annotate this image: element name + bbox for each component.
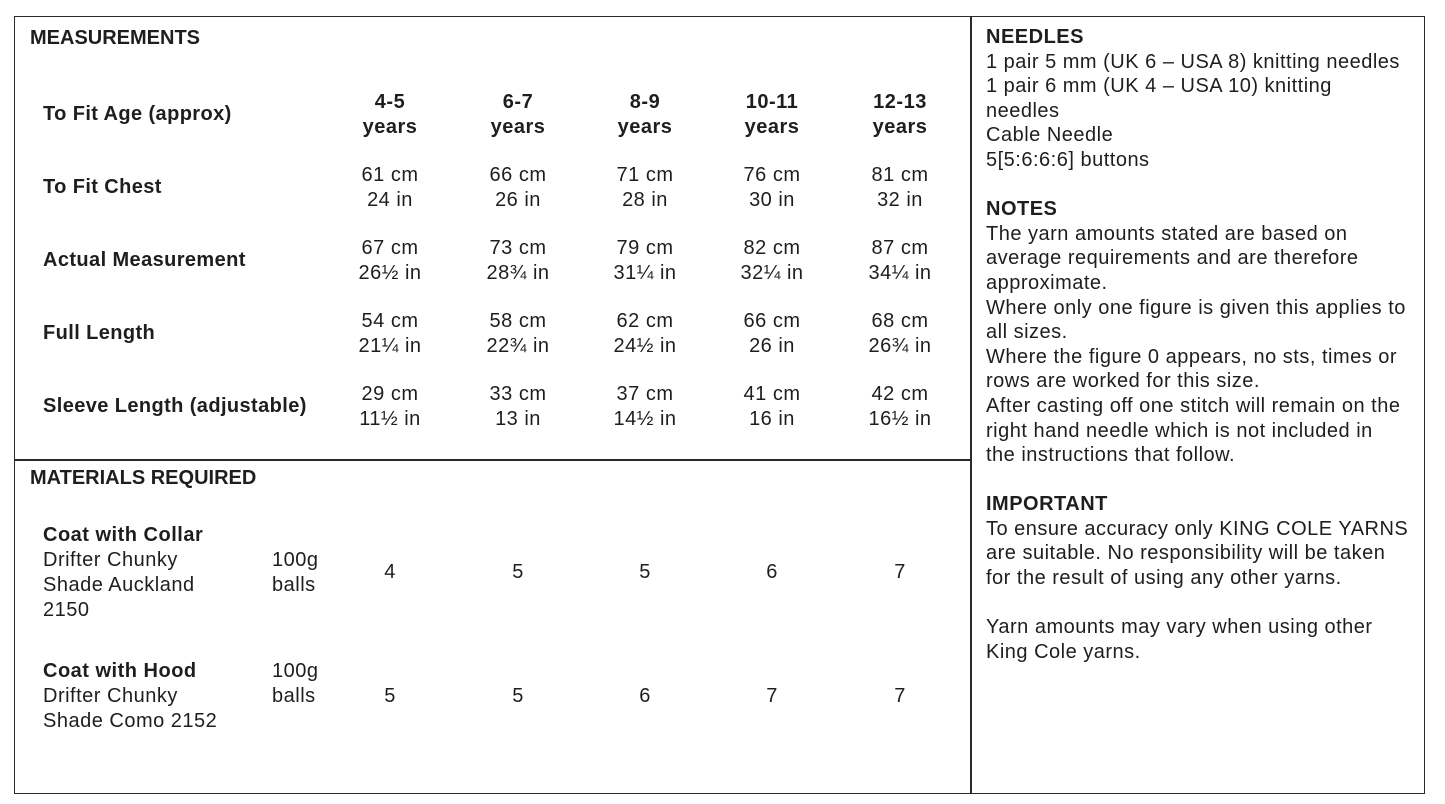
material-quantity: 7: [766, 685, 778, 707]
measurement-cell: [580, 382, 710, 432]
material-item: [43, 523, 203, 623]
measurement-cell: [580, 163, 710, 213]
measurement-value: 26¾ in: [868, 335, 932, 357]
notes-line: all sizes.: [986, 321, 1068, 344]
measurement-cell: [325, 163, 455, 213]
material-quantity: 5: [384, 685, 396, 707]
measurement-value: 29 cm: [361, 383, 419, 405]
measurement-cell: [325, 382, 455, 432]
measurement-value: 16½ in: [868, 408, 932, 430]
measurement-label: To Fit Chest: [43, 176, 162, 198]
measurement-label: Sleeve Length (adjustable): [43, 395, 307, 417]
measurement-value: 30 in: [749, 189, 795, 211]
measurement-label: Full Length: [43, 322, 156, 344]
measurement-cell: [707, 236, 837, 286]
material-detail: 2150: [43, 599, 90, 621]
needles-line: 1 pair 5 mm (UK 6 – USA 8) knitting needles: [986, 50, 1400, 73]
material-quantity: 6: [766, 561, 778, 583]
measurement-value: 13 in: [495, 408, 541, 430]
measurement-cell: [453, 236, 583, 286]
notes-line: the instructions that follow.: [986, 444, 1236, 467]
measurement-value: 24 in: [367, 189, 413, 211]
measurement-value: 31¼ in: [613, 262, 677, 284]
unit-text: 100g: [272, 660, 319, 682]
measurement-value: 66 cm: [743, 310, 801, 332]
measurement-label: To Fit Age (approx): [43, 103, 232, 125]
measurement-cell: [325, 236, 455, 286]
measurement-value: 87 cm: [871, 237, 929, 259]
measurement-cell: [580, 236, 710, 286]
measurement-cell: [835, 163, 965, 213]
measurement-value: 32¼ in: [740, 262, 804, 284]
measurement-value: 26 in: [749, 335, 795, 357]
measurement-cell: [325, 309, 455, 359]
material-unit: [272, 548, 319, 598]
measurements-title: MEASUREMENTS: [30, 27, 201, 49]
measurement-value: 26½ in: [358, 262, 422, 284]
needles-line: needles: [986, 99, 1060, 122]
measurement-cell: [707, 163, 837, 213]
material-quantity: 7: [894, 685, 906, 707]
measurement-value: years: [617, 116, 673, 138]
measurement-cell: [580, 90, 710, 140]
material-detail: Shade Como 2152: [43, 710, 218, 732]
needles-heading: NEEDLES: [986, 26, 1084, 48]
important-line: for the result of using any other yarns.: [986, 567, 1342, 590]
measurement-value: 68 cm: [871, 310, 929, 332]
measurement-value: 67 cm: [361, 237, 419, 259]
notes-heading: NOTES: [986, 198, 1058, 221]
important-line: are suitable. No responsibility will be taken: [986, 542, 1386, 565]
measurement-value: 4-5: [374, 91, 406, 113]
measurement-value: 82 cm: [743, 237, 801, 259]
material-quantity: 5: [512, 685, 524, 707]
measurement-value: 14½ in: [613, 408, 677, 430]
measurement-value: 24½ in: [613, 335, 677, 357]
measurement-cell: [835, 90, 965, 140]
measurement-cell: [453, 309, 583, 359]
measurement-cell: [453, 163, 583, 213]
unit-text: 100g: [272, 549, 319, 571]
important-line: King Cole yarns.: [986, 640, 1141, 663]
measurement-value: 32 in: [877, 189, 923, 211]
spacer: [986, 468, 1420, 493]
material-name: Coat with Collar: [43, 524, 204, 546]
measurement-value: years: [872, 116, 928, 138]
material-detail: Shade Auckland: [43, 574, 195, 596]
spacer: [986, 591, 1420, 616]
measurement-cell: [835, 382, 965, 432]
measurement-value: 71 cm: [616, 164, 674, 186]
notes-line: approximate.: [986, 271, 1108, 294]
material-quantity: 6: [639, 685, 651, 707]
measurement-value: 42 cm: [871, 383, 929, 405]
info-column: [986, 25, 1420, 664]
measurement-cell: [835, 236, 965, 286]
measurement-value: years: [490, 116, 546, 138]
needles-line: 1 pair 6 mm (UK 4 – USA 10) knitting: [986, 75, 1332, 98]
measurement-value: years: [362, 116, 418, 138]
measurement-cell: [453, 90, 583, 140]
measurement-value: 58 cm: [489, 310, 547, 332]
measurement-value: 16 in: [749, 408, 795, 430]
important-heading: IMPORTANT: [986, 493, 1108, 516]
important-line: Yarn amounts may vary when using other: [986, 616, 1373, 639]
needles-line: 5[5:6:6:6] buttons: [986, 148, 1150, 171]
measurement-value: 41 cm: [743, 383, 801, 405]
spacer: [986, 173, 1420, 198]
material-quantity: 5: [512, 561, 524, 583]
material-quantity: 7: [894, 561, 906, 583]
material-quantity: 5: [639, 561, 651, 583]
measurement-value: years: [744, 116, 800, 138]
measurement-value: 54 cm: [361, 310, 419, 332]
measurement-value: 10-11: [745, 91, 799, 113]
measurement-cell: [707, 309, 837, 359]
measurement-value: 21¼ in: [358, 335, 422, 357]
measurement-cell: [580, 309, 710, 359]
material-quantity: 4: [384, 561, 396, 583]
unit-text: balls: [272, 574, 316, 596]
material-detail: Drifter Chunky: [43, 685, 178, 707]
measurement-cell: [835, 309, 965, 359]
measurement-value: 28 in: [622, 189, 668, 211]
material-unit: [272, 659, 319, 709]
material-item: [43, 659, 217, 734]
needles-line: Cable Needle: [986, 124, 1114, 147]
measurement-value: 6-7: [502, 91, 534, 113]
measurement-value: 28¾ in: [486, 262, 550, 284]
material-name: Coat with Hood: [43, 660, 197, 682]
measurement-value: 26 in: [495, 189, 541, 211]
measurement-value: 33 cm: [489, 383, 547, 405]
measurement-cell: [453, 382, 583, 432]
measurement-label: Actual Measurement: [43, 249, 246, 271]
notes-line: After casting off one stitch will remain on the: [986, 394, 1401, 417]
notes-line: rows are worked for this size.: [986, 370, 1260, 393]
material-detail: Drifter Chunky: [43, 549, 178, 571]
notes-line: Where only one figure is given this applies to: [986, 296, 1406, 319]
notes-line: right hand needle which is not included in: [986, 419, 1373, 442]
measurement-cell: [707, 90, 837, 140]
notes-line: The yarn amounts stated are based on: [986, 222, 1348, 245]
measurement-value: 73 cm: [489, 237, 547, 259]
measurement-cell: [707, 382, 837, 432]
measurement-value: 8-9: [629, 91, 661, 113]
measurement-value: 37 cm: [616, 383, 674, 405]
measurement-cell: [325, 90, 455, 140]
measurement-value: 12-13: [873, 91, 927, 113]
notes-line: Where the figure 0 appears, no sts, times or: [986, 345, 1398, 368]
unit-text: balls: [272, 685, 316, 707]
measurement-value: 81 cm: [871, 164, 929, 186]
measurement-value: 34¼ in: [868, 262, 932, 284]
measurement-value: 22¾ in: [486, 335, 550, 357]
measurement-value: 66 cm: [489, 164, 547, 186]
measurement-value: 79 cm: [616, 237, 674, 259]
column-divider: [970, 17, 972, 794]
measurement-value: 11½ in: [359, 408, 421, 430]
notes-line: average requirements and are therefore: [986, 247, 1359, 270]
important-line: To ensure accuracy only KING COLE YARNS: [986, 517, 1409, 540]
measurement-value: 76 cm: [743, 164, 801, 186]
measurement-value: 61 cm: [361, 164, 419, 186]
materials-title: MATERIALS REQUIRED: [30, 467, 257, 489]
section-divider: [15, 459, 971, 461]
measurement-value: 62 cm: [616, 310, 674, 332]
